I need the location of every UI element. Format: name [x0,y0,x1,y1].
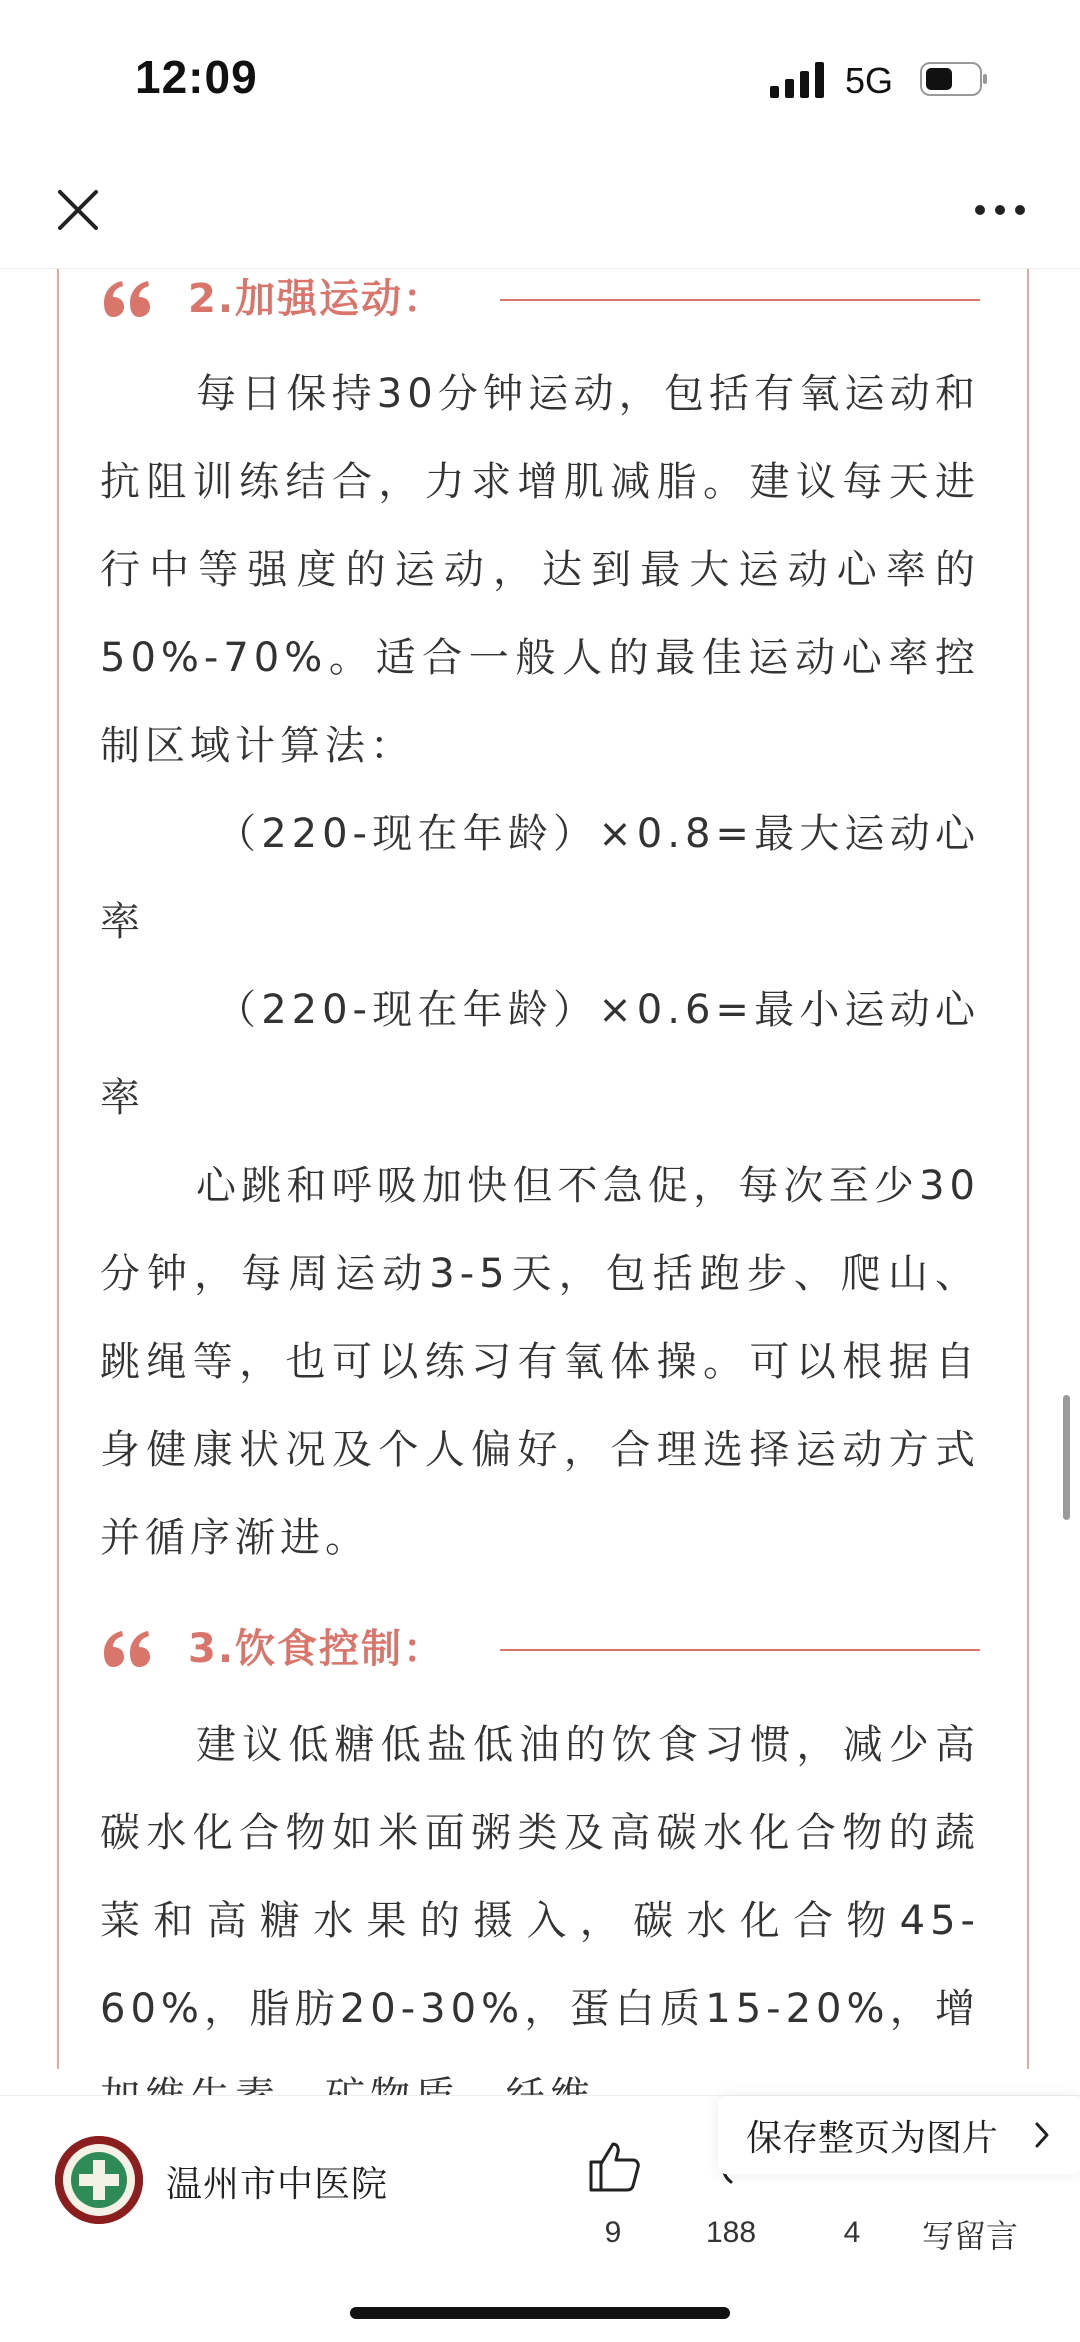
write-comment-button[interactable]: 写留言 [922,2217,1019,2255]
formula-max: （220-现在年龄）×0.8=最大运动心率 [100,811,980,945]
more-icon[interactable] [970,190,1030,230]
bottom-bar [0,2095,1080,2342]
quote-icon [100,1627,154,1667]
chevron-right-icon [1032,2120,1052,2150]
close-icon[interactable] [48,180,108,240]
battery-icon [920,62,990,96]
like-button[interactable] [563,2136,663,2256]
share-count: 188 [705,2216,757,2249]
paragraph: 每日保持30分钟运动，包括有氧运动和抗阻训练结合，力求增肌减脂。建议每天进行中等强度的运动，达到最大运动心率的50%-70%。适合一般人的最佳运动心率控制区域计算法： [100,371,980,769]
quote-icon [100,277,154,317]
paragraph: 心跳和呼吸加快但不急促，每次至少30分钟，每周运动3-5天，包括跑步、爬山、跳绳等，也可以练习有氧体操。可以根据自身健康状况及个人偏好，合理选择运动方式并循序渐进。 [100,1163,980,1561]
section-title: 3.饮食控制： [188,1626,446,1672]
home-indicator [350,2307,730,2319]
status-bar [0,0,1080,150]
wow-count: 4 [843,2216,861,2249]
section-divider [500,1649,980,1651]
account-avatar[interactable] [55,2136,143,2224]
network-type: 5G [845,60,894,101]
account-name[interactable]: 温州市中医院 [166,2164,389,2205]
save-page-label: 保存整页为图片 [746,2118,999,2159]
section-title: 2.加强运动： [188,276,446,322]
section-heading [100,1619,980,1679]
section-divider [500,299,980,301]
signal-icon [770,62,826,98]
nav-bar [0,150,1080,269]
thumbs-up-icon [583,2136,643,2196]
scrollbar[interactable] [1063,1395,1070,1520]
article-content [0,269,1080,2094]
formula-min: （220-现在年龄）×0.6=最小运动心率 [100,987,980,1121]
save-page-as-image-button[interactable] [718,2096,1080,2174]
like-count: 9 [604,2216,622,2249]
status-time: 12:09 [135,51,258,103]
section-heading [100,269,980,329]
paragraph: 建议低糖低盐低油的饮食习惯，减少高碳水化合物如米面粥类及高碳水化合物的蔬菜和高糖水果的摄入，碳水化合物45-60%，脂肪20-30%，蛋白质15-20%，增 [100,1722,980,2032]
